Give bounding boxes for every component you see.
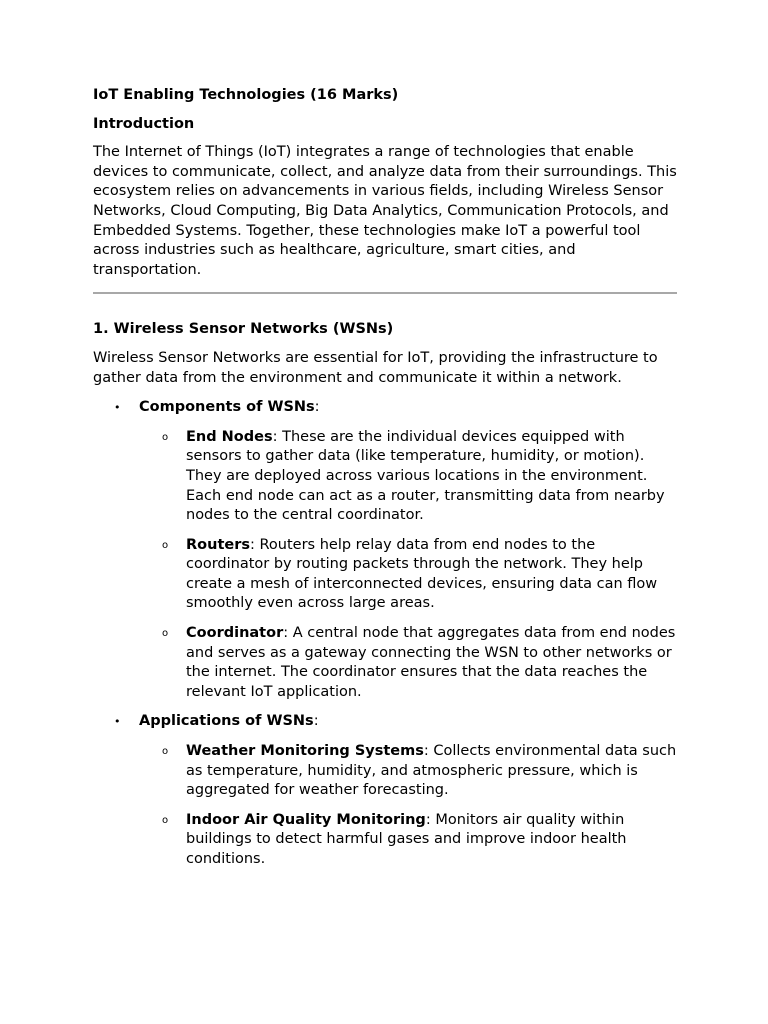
document-title: IoT Enabling Technologies (16 Marks) — [93, 87, 399, 103]
desc-weather-monitoring: : Collects environmental data such as temperature, humidity, and atmospheric pressure, which is aggregated for weather forecasting. — [186, 743, 677, 799]
applications-sublist — [139, 742, 677, 870]
introduction-paragraph: The Internet of Things (IoT) integrates a range of technologies that enable devices to communicate, collect, and analyze data from their surroundings. This ecosystem relies on advancements in various fields, including Wireless Sensor Networks, Cloud Computing, Big Data Analytics, Communication Protocols, and Embedded Systems. Together, these technologies make IoT a powerful tool across industries such as healthcare, agriculture, smart cities, and transportation. — [93, 144, 677, 278]
section-heading-wsn: 1. Wireless Sensor Networks (WSNs) — [93, 321, 394, 338]
sublist-item-routers — [139, 536, 677, 614]
term-routers: Routers — [186, 536, 250, 553]
bullet-icon: • — [114, 401, 121, 415]
section-paragraph-wsn: Wireless Sensor Networks are essential for IoT, providing the infrastructure to gather data from the environment and communicate it within a network. — [93, 349, 658, 386]
sub-bullet-icon: o — [162, 628, 169, 640]
sublist-item-end-nodes — [139, 428, 677, 526]
applications-label: Applications of WSNs — [139, 713, 314, 730]
components-label-suffix: : — [314, 399, 320, 416]
sublist-item-coordinator — [139, 624, 677, 702]
bullet-icon: • — [114, 715, 121, 729]
term-weather-monitoring: Weather Monitoring Systems — [186, 743, 424, 760]
sub-bullet-icon: o — [162, 539, 169, 551]
desc-indoor-air-quality: : Monitors air quality within buildings to detect harmful gases and improve indoor health conditions. — [186, 811, 627, 867]
desc-coordinator: : A central node that aggregates data from end nodes and serves as a gateway connecting the WSN to other networks or the internet. The coordinator ensures that the data reaches the relevant IoT application. — [186, 625, 676, 700]
sublist-item-indoor-air-quality — [139, 811, 677, 870]
components-label: Components of WSNs — [139, 399, 315, 416]
desc-end-nodes: : These are the individual devices equipped with sensors to gather data (like temperature, humidity, or motion). They are deployed across various locations in the environment. Each end node can act as a router, transmitting data from nearby nodes to the central coordinator. — [186, 428, 665, 524]
term-end-nodes: End Nodes — [186, 428, 273, 445]
list-item-components — [93, 398, 677, 702]
wsn-bullet-list — [93, 398, 677, 869]
introduction-heading: Introduction — [93, 115, 195, 132]
term-indoor-air-quality: Indoor Air Quality Monitoring — [186, 811, 426, 828]
horizontal-divider — [93, 292, 677, 294]
document-content — [93, 86, 677, 880]
list-item-applications — [93, 712, 677, 869]
sublist-item-weather-monitoring — [139, 742, 677, 801]
applications-label-suffix: : — [313, 713, 319, 730]
sub-bullet-icon: o — [162, 814, 169, 826]
sub-bullet-icon: o — [162, 431, 169, 443]
sub-bullet-icon: o — [162, 746, 169, 758]
desc-routers: : Routers help relay data from end nodes to the coordinator by routing packets through the network. They help create a mesh of interconnected devices, ensuring data can flow smoothly even across large areas. — [186, 536, 658, 612]
components-sublist — [139, 428, 677, 703]
term-coordinator: Coordinator — [186, 625, 284, 642]
